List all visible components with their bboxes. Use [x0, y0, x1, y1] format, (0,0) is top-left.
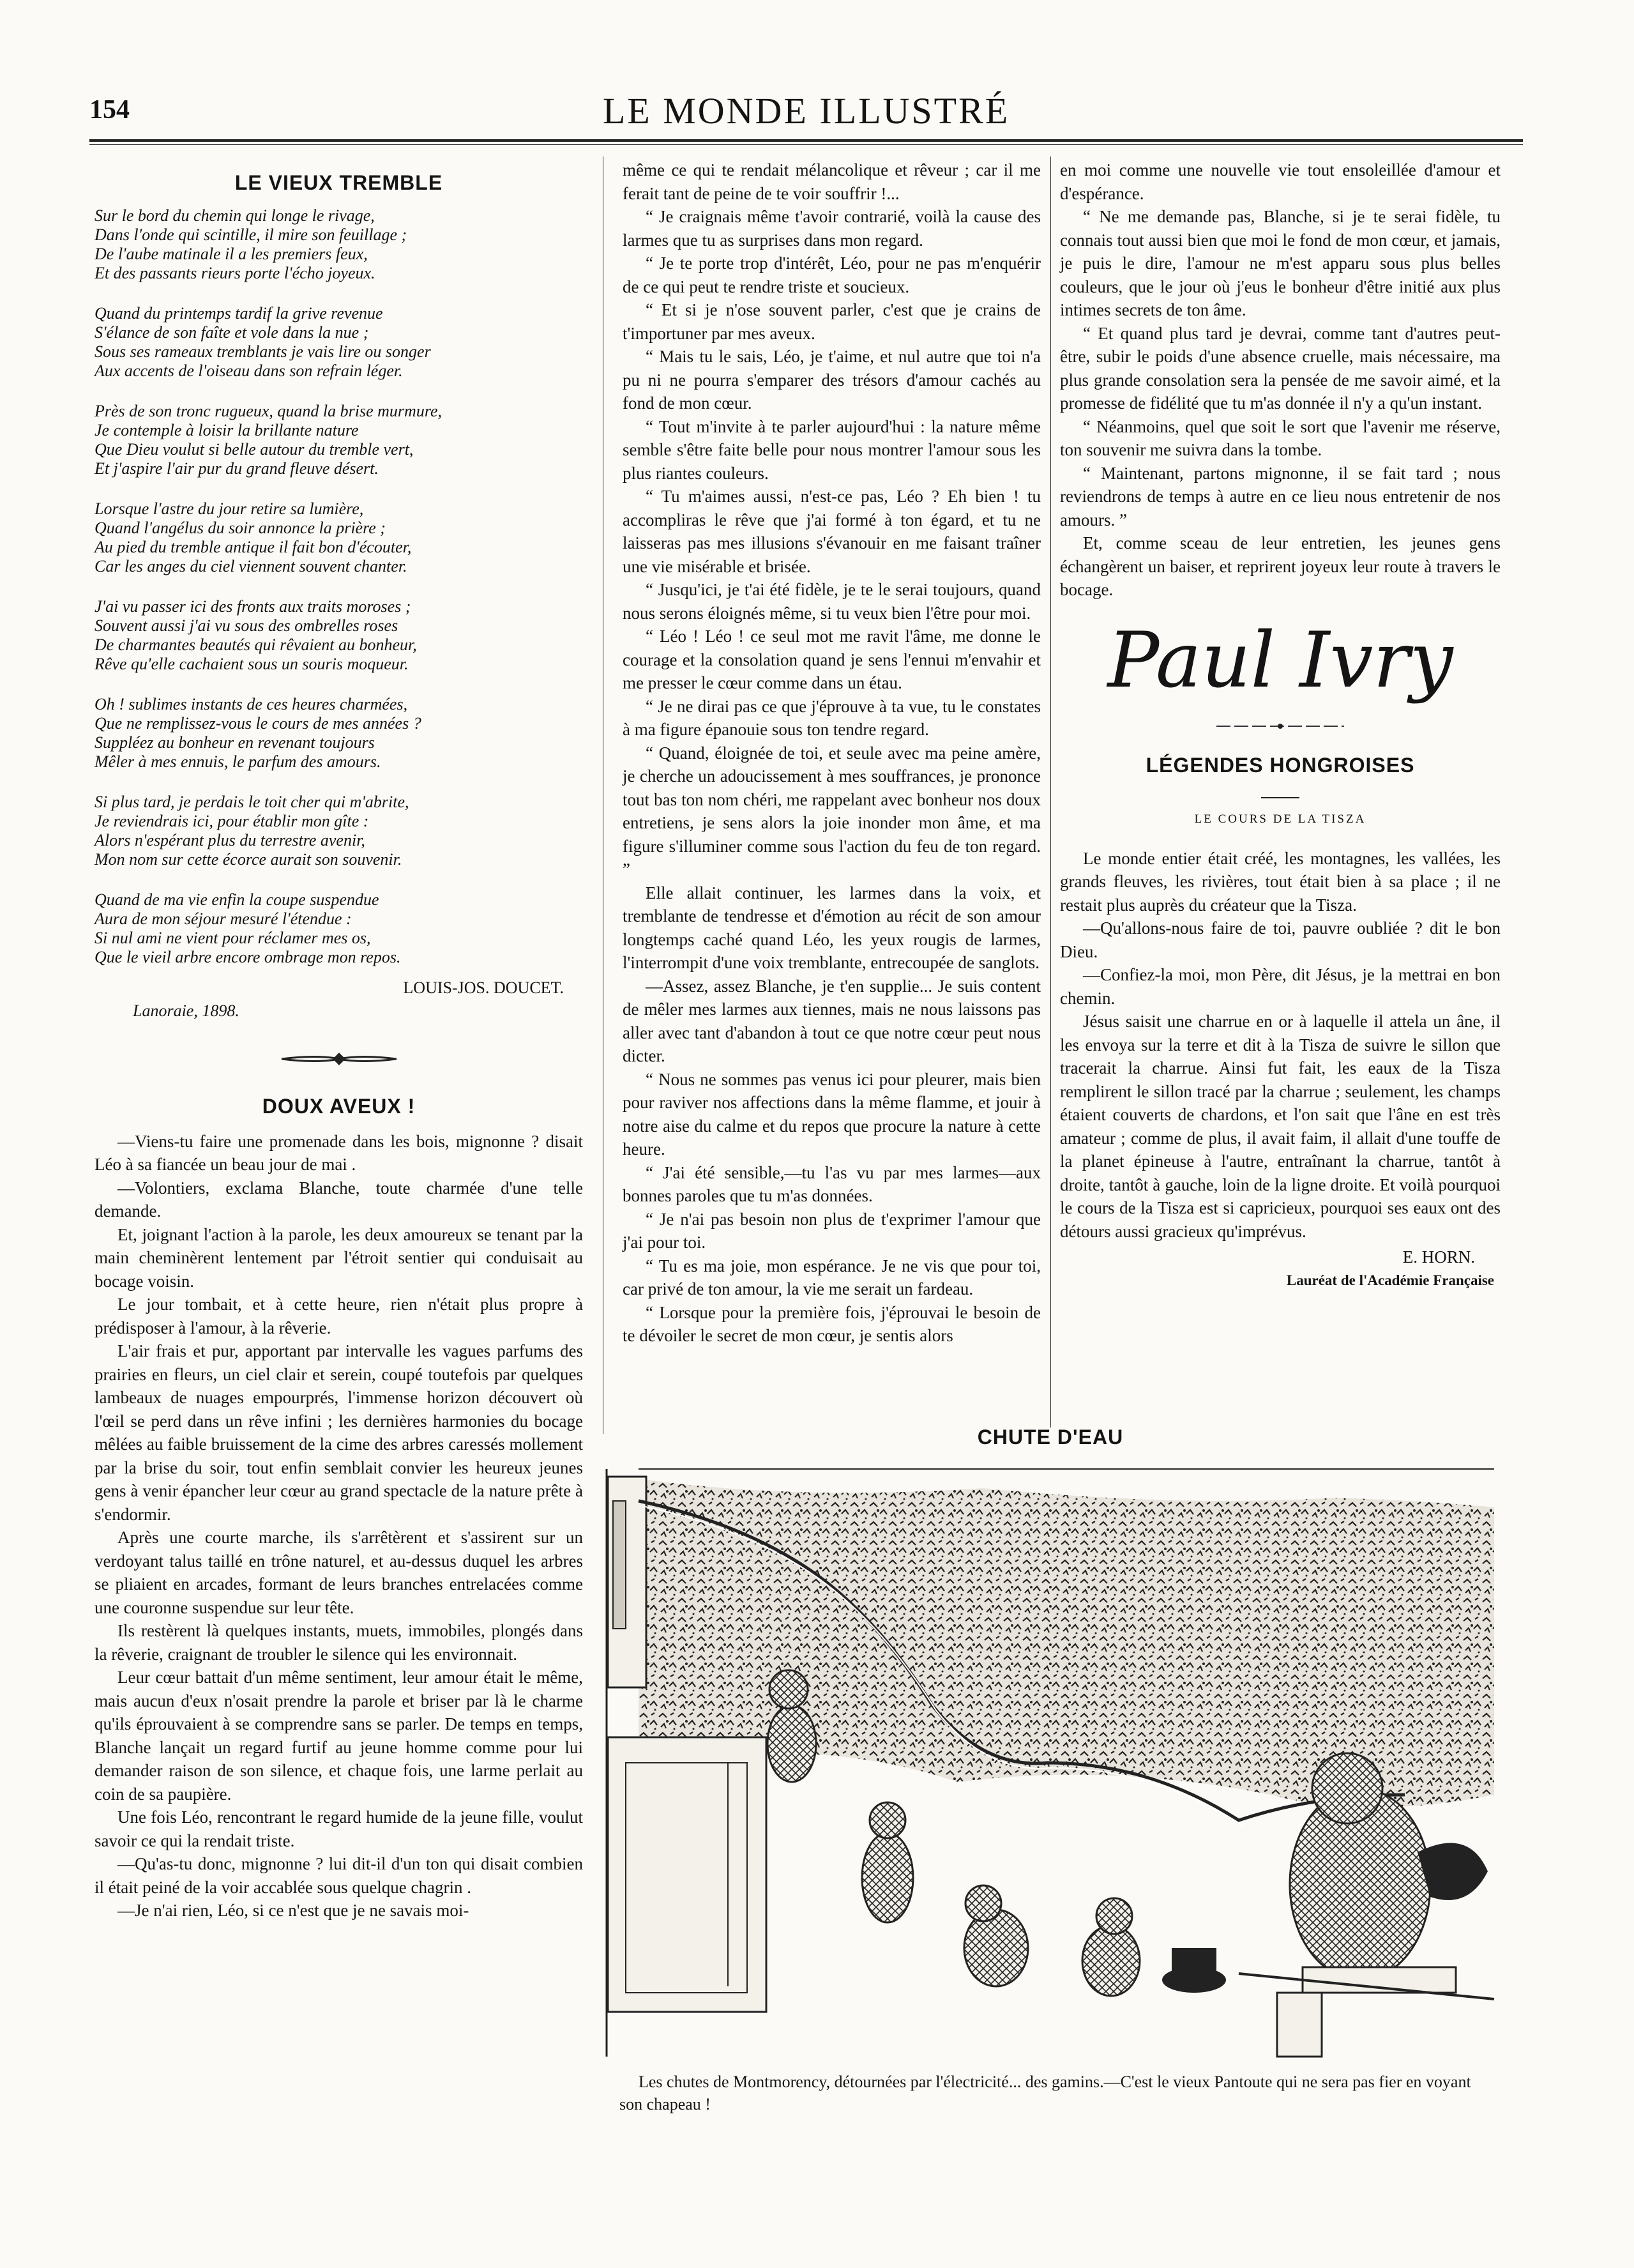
header-rule — [89, 139, 1523, 142]
story-paragraph: “ Tu es ma joie, mon espérance. Je ne vis que pour toi, car privé de ton amour, la vie me serait un fardeau. — [623, 1256, 1041, 1298]
story-paragraph: “ J'ai été sensible,—tu l'as vu par mes larmes—aux bonnes paroles que tu m'as données. — [623, 1162, 1041, 1205]
story-paragraph: —Qu'as-tu donc, mignonne ? lui dit-il d'un ton qui disait combien il était peiné de la voir accablée sous quelque chagrin . — [95, 1854, 583, 1897]
poem-line: Et j'aspire l'air pur du grand fleuve désert. — [95, 459, 379, 478]
poem-line: Rêve qu'elle cachaient sous un souris moqueur. — [95, 654, 409, 673]
story-paragraph: “ Jusqu'ici, je t'ai été fidèle, je te le serai toujours, quand nous serons éloignés même, si tu veux bien l'être pour moi. — [623, 580, 1041, 623]
story-paragraph: “ Maintenant, partons mignonne, il se fait tard ; nous reviendrons de temps à autre en ce lieu nous entretenir de nos amours. ” — [1060, 463, 1501, 529]
poem-stanza — [95, 890, 583, 967]
story-paragraph: Après une courte marche, ils s'arrêtèrent et s'assirent sur un verdoyant talus taillé en trône naturel, et au-dessus duquel les arbres se pliaient en arcades, formant de leurs branches entrelacées comme une couronne suspendue sur leur tête. — [95, 1528, 583, 1617]
poem-line: Mêler à mes ennuis, le parfum des amours. — [95, 752, 381, 771]
story-paragraph: “ Tu m'aimes aussi, n'est-ce pas, Léo ? Eh bien ! tu accompliras le rêve que j'ai formé à ton égard, et tu ne laisseras pas mes illusions s'évanouir en me faisant traîner une vie misérable et brisée. — [623, 487, 1041, 576]
poem-line: Aux accents de l'oiseau dans son refrain léger. — [95, 361, 403, 380]
story-paragraph: “ Léo ! Léo ! ce seul mot me ravit l'âme, me donne le courage et la consolation quand je sens l'ennui m'envahir et me presser le cœur comme dans un étau. — [623, 627, 1041, 692]
poem-stanza — [95, 499, 583, 576]
story-text-col3 — [1060, 205, 1501, 602]
legend-text — [1060, 847, 1501, 1244]
poem-line: Lorsque l'astre du jour retire sa lumière, — [95, 499, 364, 518]
story-paragraph: en moi comme une nouvelle vie tout ensoleillée d'amour et d'espérance. — [1060, 160, 1501, 203]
poem-line: Suppléez au bonheur en revenant toujours — [95, 733, 375, 752]
poem-line: S'élance de son faîte et vole dans la nue ; — [95, 323, 369, 342]
legend-title: LÉGENDES HONGROISES — [1146, 754, 1415, 777]
story-paragraph: “ Tout m'invite à te parler aujourd'hui : la nature même semble s'être faite belle pour nous montrer l'amour sous les plus riantes couleurs. — [623, 416, 1041, 483]
story-paragraph: Leur cœur battait d'un même sentiment, leur amour était le même, mais aucun d'eux n'osait prendre la parole et briser par là le charme qu'ils éprouvaient à se comprendre sans se parler. De temps en temps, Blanche lançait un regard furtif au jeune homme comme pour lui demander raison de son silence, et chaque fois, une larme perlait au coin de sa paupière. — [95, 1668, 583, 1804]
story-paragraph: —Viens-tu faire une promenade dans les bois, mignonne ? disait Léo à sa fiancée un beau jour de mai . — [95, 1131, 583, 1174]
poem-stanza — [95, 793, 583, 869]
poem-author: LOUIS-JOS. DOUCET. — [403, 978, 564, 997]
column-divider — [1050, 156, 1051, 1427]
story-paragraph: —Assez, assez Blanche, je t'en supplie... Je suis content de mêler mes larmes aux tiennes, mais ne nous laissons pas aller avec tant d'abandon à tout ce que notre cœur peut nous dicter. — [623, 976, 1041, 1065]
poem-line: Souvent aussi j'ai vu sous des ombrelles roses — [95, 616, 398, 635]
poem-body — [95, 206, 583, 967]
story-paragraph: “ Lorsque pour la première fois, j'éprouvai le besoin de te dévoiler le secret de mon cœur, je sentis alors — [623, 1302, 1041, 1345]
page-header — [89, 89, 1523, 137]
story-paragraph: “ Mais tu le sais, Léo, je t'aime, et nul autre que toi n'a pu ni ne pourra s'emparer des trésors d'amour cachés au fond de mon cœur. — [623, 347, 1041, 413]
story-paragraph: Et, comme sceau de leur entretien, les jeunes gens échangèrent un baiser, et reprirent joyeux leur route à travers le bocage. — [1060, 533, 1501, 599]
poem-line: Sous ses rameaux tremblants je vais lire ou songer — [95, 342, 431, 361]
story-paragraph: “ Je te porte trop d'intérêt, Léo, pour ne pas m'enquérir de ce qui peut te rendre triste et soucieux. — [623, 254, 1041, 296]
story-paragraph: “ Ne me demande pas, Blanche, si je te serai fidèle, tu connais tout aussi bien que moi le fond de mon cœur, et jamais, je puis le dire, l'amour ne m'est apparu sous plus belles couleurs, que le jour où j'eus le bonheur d'être initié aux plus intimes secrets de ton âme. — [1060, 207, 1501, 319]
cartoon-caption: Les chutes de Montmorency, détournées par l'électricité... des gamins.—C'est le vieux Pantoute qui ne sera pas fier en voyant son chapeau ! — [619, 2073, 1471, 2113]
poem-title: LE VIEUX TREMBLE — [234, 171, 443, 194]
legend-paragraph: Le monde entier était créé, les montagnes, les vallées, les grands fleuves, les rivières, tout était bien à sa place ; il ne restait plus auprès du créateur que la Tisza. — [1060, 848, 1501, 915]
poem-line: Près de son tronc rugueux, quand la brise murmure, — [95, 401, 443, 420]
poem-stanza — [95, 304, 583, 381]
poem-line: Que le vieil arbre encore ombrage mon repos. — [95, 947, 401, 966]
poem-line: Alors n'espérant plus du terrestre avenir, — [95, 830, 365, 849]
poem-stanza — [95, 206, 583, 283]
poem-line: De l'aube matinale il a les premiers feux, — [95, 244, 368, 263]
cartoon-illustration — [600, 1463, 1501, 2063]
story-paragraph: Ils restèrent là quelques instants, muets, immobiles, plongés dans la rêverie, craignant de troubler le silence qui les environnait. — [95, 1621, 583, 1664]
poem-line: Sur le bord du chemin qui longe le rivage, — [95, 206, 375, 225]
story-text-col2 — [623, 205, 1041, 1348]
poem-line: De charmantes beautés qui rêvaient au bonheur, — [95, 635, 417, 654]
story-paragraph: —Volontiers, exclama Blanche, toute charmée d'une telle demande. — [95, 1178, 583, 1221]
story-paragraph: “ Et quand plus tard je devrai, comme tant d'autres peut-être, subir le poids d'une absence cruelle, mais nécessaire, ma plus grande consolation sera la pensée de me savoir aimé, et la promesse de fidélité que tu m'as donnée il n'y a qu'un instant. — [1060, 323, 1501, 413]
poem-line: Oh ! sublimes instants de ces heures charmées, — [95, 694, 408, 713]
poem-line: Je reviendrais ici, pour établir mon gîte : — [95, 811, 369, 830]
poem-line: Quand du printemps tardif la grive revenue — [95, 303, 383, 323]
legend-author: E. HORN. — [1402, 1247, 1475, 1267]
story-text-col1 — [95, 1130, 583, 1922]
story-paragraph: “ Je craignais même t'avoir contrarié, voilà la cause des larmes que tu as surprises dans mon regard. — [623, 207, 1041, 250]
section-ornament — [95, 1049, 583, 1072]
story-paragraph: Et, joignant l'action à la parole, les deux amoureux se tenant par la main cheminèrent lentement par l'étroit sentier qui conduisait au bocage voisin. — [95, 1224, 583, 1291]
story-paragraph: Une fois Léo, rencontrant le regard humide de la jeune fille, voulut savoir ce qui la rendait triste. — [95, 1808, 583, 1850]
poem-line: Si nul ami ne vient pour réclamer mes os, — [95, 928, 371, 947]
legend-paragraph: —Qu'allons-nous faire de toi, pauvre oubliée ? dit le bon Dieu. — [1060, 918, 1501, 961]
story-title: DOUX AVEUX ! — [262, 1095, 416, 1118]
poem-line: Que Dieu voulut si belle autour du tremble vert, — [95, 439, 414, 459]
author-signature: Paul Ivry — [1107, 616, 1453, 705]
poem-stanza — [95, 597, 583, 674]
poem-line: Quand l'angélus du soir annonce la prière ; — [95, 518, 386, 537]
legend-paragraph: Jésus saisit une charrue en or à laquelle il attela un âne, il les envoya sur la terre et dit à la Tisza de suivre le sillon que tracerait la charrue. Ainsi fut fait, les eaux de la Tisza remplirent le sillon tracé par la charrue ; seulement, les champs étaient couverts de chardons, et l'on sait que l'âne en est très amateur ; comme de plus, il avait faim, il allait d'une touffe de la planet épineuse à l'autre, entraînant la charrue, tantôt à droite, tantôt à gauche, loin de la ligne droite. Et voilà pourquoi le cours de la Tisza est si capricieux, pourquoi ses eaux ont des détours aussi gracieux qu'imprévus. — [1060, 1012, 1501, 1241]
story-paragraph: “ Et si je n'ose souvent parler, c'est que je crains de t'importuner par mes aveux. — [623, 300, 1041, 343]
story-paragraph: “ Je n'ai pas besoin non plus de t'exprimer l'amour que j'ai pour toi. — [623, 1209, 1041, 1252]
poem-line: Mon nom sur cette écorce aurait son souvenir. — [95, 849, 402, 869]
legend-author-title: Lauréat de l'Académie Française — [1286, 1272, 1494, 1288]
poem-line: Que ne remplissez-vous le cours de mes années ? — [95, 713, 421, 733]
page-number: 154 — [89, 95, 130, 125]
poem-line: Aura de mon séjour mesuré l'étendue : — [95, 909, 352, 928]
column-1 — [95, 171, 583, 1922]
legend-paragraph: —Confiez-la moi, mon Père, dit Jésus, je la mettrai en bon chemin. — [1060, 965, 1501, 1008]
story-paragraph: “ Néanmoins, quel que soit le sort que l'avenir me réserve, ton souvenir me suivra dans la tombe. — [1060, 416, 1501, 459]
header-rule-thin — [89, 144, 1523, 145]
poem-stanza — [95, 402, 583, 478]
cartoon-title: CHUTE D'EAU — [977, 1426, 1124, 1449]
column-3 — [1060, 158, 1501, 1292]
section-ornament — [1060, 714, 1501, 738]
column-2 — [623, 158, 1041, 1348]
masthead: LE MONDE ILLUSTRÉ — [602, 90, 1010, 132]
story-paragraph: Le jour tombait, et à cette heure, rien n'était plus propre à prédisposer à l'amour, à la rêverie. — [95, 1295, 583, 1337]
legend-subtitle: LE COURS DE LA TISZA — [1194, 812, 1366, 826]
poem-line: Et des passants rieurs porte l'écho joyeux. — [95, 263, 375, 282]
poem-line: Je contemple à loisir la brillante nature — [95, 420, 359, 439]
poem-stanza — [95, 695, 583, 772]
poem-line: Au pied du tremble antique il fait bon d'écouter, — [95, 537, 412, 556]
story-paragraph: —Je n'ai rien, Léo, si ce n'est que je ne savais moi- — [117, 1901, 469, 1920]
poem-line: Si plus tard, je perdais le toit cher qui m'abrite, — [95, 792, 409, 811]
story-paragraph: même ce qui te rendait mélancolique et rêveur ; car il me ferait tant de peine de te voir souffrir !... — [623, 160, 1041, 203]
poem-line: Quand de ma vie enfin la coupe suspendue — [95, 890, 379, 909]
poem-place-date: Lanoraie, 1898. — [133, 1001, 239, 1020]
poem-line: Car les anges du ciel viennent souvent chanter. — [95, 556, 407, 575]
story-paragraph: “ Je ne dirai pas ce que j'éprouve à ta vue, tu le constates à ma figure épanouie sous ton tendre regard. — [623, 696, 1041, 739]
story-paragraph: Elle allait continuer, les larmes dans la voix, et tremblante de tendresse et d'émotion au récit de son amour longtemps caché quand Léo, les yeux rougis de larmes, l'interrompit d'une voix tremblante, entrecoupée de sanglots. — [623, 883, 1041, 972]
story-paragraph: “ Nous ne sommes pas venus ici pour pleurer, mais bien pour raviver nos affections dans la même flamme, et jouir à notre aise du calme et du repos que procure la nature à cette heure. — [623, 1069, 1041, 1159]
poem-line: J'ai vu passer ici des fronts aux traits moroses ; — [95, 597, 411, 616]
story-paragraph: “ Quand, éloignée de toi, et seule avec ma peine amère, je cherche un adoucissement à mes souffrances, je prononce tout bas ton nom chéri, me rappelant avec bonheur nos doux entretiens, je sens alors la joie inonder mon âme, et ma figure s'illuminer comme sous l'action du feu de ton regard. ” — [623, 743, 1041, 879]
short-rule — [1060, 782, 1501, 806]
poem-line: Dans l'onde qui scintille, il mire son feuillage ; — [95, 225, 407, 244]
story-paragraph: L'air frais et pur, apportant par intervalle les vagues parfums des prairies en fleurs, un ciel clair et serein, coupé toutefois par quelques lambeaux de nuages empourprés, l'immense horizon découvert où l'œil se perd dans un rêve infini ; les dernières harmonies du bocage mêlées au faible bruissement de la cime des arbres caressés mollement par la brise du soir, tout enfin semblait convier les heureux jeunes gens à venir épancher leur cœur au grand spectacle de la nature prête à s'endormir. — [95, 1341, 583, 1524]
